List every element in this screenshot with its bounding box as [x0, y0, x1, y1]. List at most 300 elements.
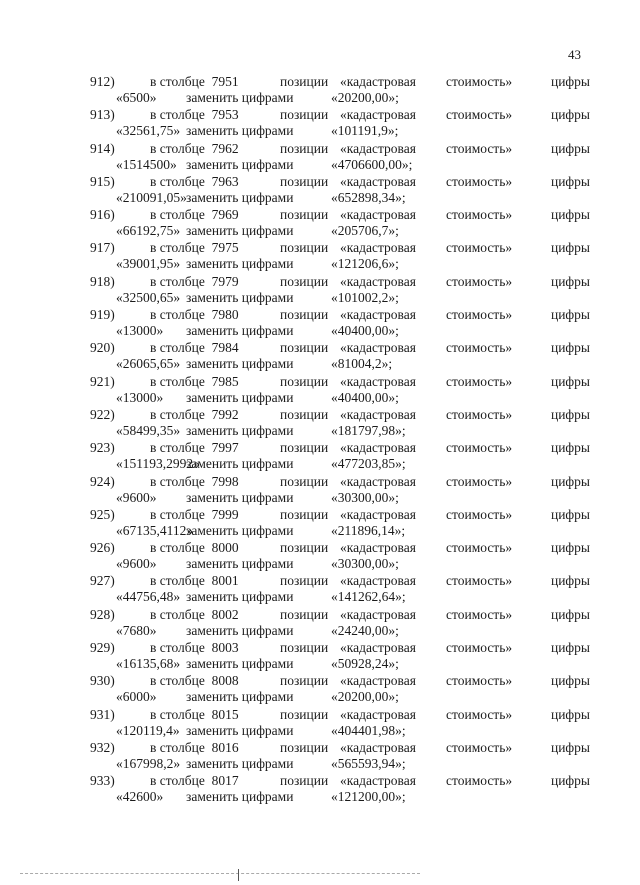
column-id: 7953	[211, 107, 239, 123]
column-id: 7969	[211, 207, 239, 223]
entry-line-1	[90, 640, 590, 656]
entry-line-1	[90, 374, 590, 390]
replace-phrase: заменить цифрами	[186, 156, 294, 172]
entry-line-2	[90, 256, 590, 272]
old-value: «9600»	[116, 556, 157, 572]
replace-phrase: заменить цифрами	[186, 389, 294, 405]
entry-line-1	[90, 274, 590, 290]
amendment-entry	[90, 174, 590, 207]
column-word: в столбце	[150, 606, 205, 622]
cost-word: стоимость»	[446, 706, 513, 722]
column-word: в столбце	[150, 207, 205, 223]
cost-word: стоимость»	[446, 473, 513, 489]
amendment-entry	[90, 307, 590, 340]
new-value: «101191,9»;	[331, 123, 399, 139]
cost-word: стоимость»	[446, 240, 513, 256]
replace-phrase: заменить цифрами	[186, 589, 294, 605]
digits-word: цифры	[550, 506, 590, 522]
attribute-word: «кадастровая	[340, 74, 416, 89]
column-id: 7951	[211, 74, 239, 89]
attribute-word: «кадастровая	[340, 739, 416, 755]
position-word: позиции	[280, 706, 329, 722]
position-word: позиции	[280, 107, 329, 123]
column-reference	[150, 707, 239, 723]
amendment-entry	[90, 607, 590, 640]
amendment-entry	[90, 673, 590, 706]
digits-word: цифры	[550, 739, 590, 755]
position-word: позиции	[280, 506, 329, 522]
replace-phrase: заменить цифрами	[186, 256, 294, 272]
column-word: в столбце	[150, 473, 205, 489]
entry-line-2	[90, 290, 590, 306]
entry-line-1	[90, 707, 590, 723]
replace-phrase: заменить цифрами	[186, 356, 294, 372]
entry-line-2	[90, 490, 590, 506]
amendment-entry	[90, 573, 590, 606]
amendment-entry	[90, 507, 590, 540]
attribute-word: «кадастровая	[340, 207, 416, 223]
column-reference	[150, 174, 239, 190]
entry-number: 912)	[90, 74, 115, 89]
digits-word: цифры	[550, 640, 590, 656]
entry-line-2	[90, 90, 590, 106]
entry-line-2	[90, 423, 590, 439]
new-value: «211896,14»;	[331, 522, 406, 538]
new-value: «141262,64»;	[331, 589, 406, 605]
column-id: 7985	[211, 373, 239, 389]
old-value: «9600»	[116, 489, 157, 505]
new-value: «477203,85»;	[331, 456, 406, 472]
digits-word: цифры	[550, 540, 590, 556]
position-word: позиции	[280, 540, 329, 556]
column-reference	[150, 407, 239, 423]
column-reference	[150, 274, 239, 290]
column-reference	[150, 673, 239, 689]
column-id: 7963	[211, 173, 239, 189]
column-id: 8001	[211, 573, 239, 589]
column-reference	[150, 474, 239, 490]
column-word: в столбце	[150, 773, 205, 789]
digits-word: цифры	[550, 140, 590, 156]
entry-line-1	[90, 474, 590, 490]
column-reference	[150, 440, 239, 456]
old-value: «6000»	[116, 689, 157, 705]
new-value: «40400,00»;	[331, 389, 399, 405]
attribute-word: «кадастровая	[340, 506, 416, 522]
cost-word: стоимость»	[446, 140, 513, 156]
column-reference	[150, 573, 239, 589]
column-id: 8017	[211, 773, 239, 789]
attribute-word: «кадастровая	[340, 140, 416, 156]
digits-word: цифры	[550, 673, 590, 689]
cost-word: стоимость»	[446, 373, 513, 389]
attribute-word: «кадастровая	[340, 373, 416, 389]
entry-line-2	[90, 123, 590, 139]
old-value: «151193,2992»	[116, 456, 200, 472]
entry-line-1	[90, 440, 590, 456]
old-value: «26065,65»	[116, 356, 181, 372]
position-word: позиции	[280, 373, 329, 389]
old-value: «167998,2»	[116, 755, 181, 771]
old-value: «32561,75»	[116, 123, 181, 139]
old-value: «120119,4»	[116, 722, 180, 738]
entry-line-2	[90, 756, 590, 772]
entry-line-2	[90, 656, 590, 672]
cost-word: стоимость»	[446, 540, 513, 556]
cost-word: стоимость»	[446, 506, 513, 522]
position-word: позиции	[280, 273, 329, 289]
entry-line-2	[90, 456, 590, 472]
entry-line-1	[90, 74, 590, 90]
amendment-entry	[90, 740, 590, 773]
digits-word: цифры	[550, 406, 590, 422]
attribute-word: «кадастровая	[340, 273, 416, 289]
attribute-word: «кадастровая	[340, 573, 416, 589]
digits-word: цифры	[550, 573, 590, 589]
digits-word: цифры	[550, 340, 590, 356]
amendment-entry	[90, 407, 590, 440]
new-value: «205706,7»;	[331, 223, 399, 239]
digits-word: цифры	[550, 273, 590, 289]
column-reference	[150, 141, 239, 157]
column-reference	[150, 540, 239, 556]
new-value: «652898,34»;	[331, 189, 406, 205]
cost-word: стоимость»	[446, 739, 513, 755]
column-word: в столбце	[150, 540, 205, 556]
entry-line-2	[90, 523, 590, 539]
entry-line-1	[90, 540, 590, 556]
position-word: позиции	[280, 240, 329, 256]
digits-word: цифры	[550, 706, 590, 722]
entry-line-2	[90, 190, 590, 206]
entry-number: 921)	[90, 373, 115, 389]
replace-phrase: заменить цифрами	[186, 522, 294, 538]
column-id: 8000	[211, 540, 239, 556]
digits-word: цифры	[550, 107, 590, 123]
old-value: «66192,75»	[116, 223, 181, 239]
position-word: позиции	[280, 74, 329, 89]
column-word: в столбце	[150, 340, 205, 356]
new-value: «101002,2»;	[331, 289, 399, 305]
attribute-word: «кадастровая	[340, 240, 416, 256]
column-word: в столбце	[150, 506, 205, 522]
position-word: позиции	[280, 573, 329, 589]
page-number: 43	[568, 47, 581, 62]
cost-word: стоимость»	[446, 673, 513, 689]
old-value: «7680»	[116, 622, 157, 638]
column-word: в столбце	[150, 706, 205, 722]
column-word: в столбце	[150, 673, 205, 689]
position-word: позиции	[280, 307, 329, 323]
column-word: в столбце	[150, 307, 205, 323]
column-word: в столбце	[150, 739, 205, 755]
old-value: «44756,48»	[116, 589, 181, 605]
column-word: в столбце	[150, 640, 205, 656]
column-word: в столбце	[150, 273, 205, 289]
replace-phrase: заменить цифрами	[186, 689, 294, 705]
entry-line-1	[90, 107, 590, 123]
position-word: позиции	[280, 673, 329, 689]
cost-word: стоимость»	[446, 606, 513, 622]
entry-line-1	[90, 407, 590, 423]
entry-line-1	[90, 207, 590, 223]
new-value: «20200,00»;	[331, 90, 399, 105]
entry-line-2	[90, 589, 590, 605]
amendment-entry	[90, 707, 590, 740]
column-word: в столбце	[150, 406, 205, 422]
amendment-entry	[90, 240, 590, 273]
cost-word: стоимость»	[446, 340, 513, 356]
column-id: 7984	[211, 340, 239, 356]
footer-divider	[20, 873, 420, 874]
column-reference	[150, 773, 239, 789]
entry-number: 929)	[90, 640, 115, 656]
column-id: 7962	[211, 140, 239, 156]
position-word: позиции	[280, 640, 329, 656]
entry-line-1	[90, 607, 590, 623]
digits-word: цифры	[550, 373, 590, 389]
column-id: 7997	[211, 440, 239, 456]
entry-number: 919)	[90, 307, 115, 323]
digits-word: цифры	[550, 606, 590, 622]
new-value: «404401,98»;	[331, 722, 406, 738]
entry-line-2	[90, 723, 590, 739]
new-value: «30300,00»;	[331, 489, 399, 505]
digits-word: цифры	[550, 173, 590, 189]
column-word: в столбце	[150, 74, 205, 89]
attribute-word: «кадастровая	[340, 773, 416, 789]
entry-line-1	[90, 773, 590, 789]
replace-phrase: заменить цифрами	[186, 789, 294, 805]
column-word: в столбце	[150, 373, 205, 389]
entry-number: 931)	[90, 706, 115, 722]
amendment-entry	[90, 141, 590, 174]
column-id: 8015	[211, 706, 239, 722]
column-id: 7979	[211, 273, 239, 289]
digits-word: цифры	[550, 307, 590, 323]
old-value: «6500»	[116, 90, 157, 105]
replace-phrase: заменить цифрами	[186, 289, 294, 305]
new-value: «20200,00»;	[331, 689, 399, 705]
column-word: в столбце	[150, 573, 205, 589]
column-reference	[150, 107, 239, 123]
cost-word: стоимость»	[446, 640, 513, 656]
entry-number: 922)	[90, 406, 115, 422]
attribute-word: «кадастровая	[340, 706, 416, 722]
entry-line-2	[90, 390, 590, 406]
entry-number: 923)	[90, 440, 115, 456]
column-id: 8016	[211, 739, 239, 755]
attribute-word: «кадастровая	[340, 340, 416, 356]
entry-number: 932)	[90, 739, 115, 755]
replace-phrase: заменить цифрами	[186, 422, 294, 438]
column-reference	[150, 607, 239, 623]
position-word: позиции	[280, 473, 329, 489]
column-word: в столбце	[150, 240, 205, 256]
attribute-word: «кадастровая	[340, 640, 416, 656]
new-value: «4706600,00»;	[331, 156, 413, 172]
attribute-word: «кадастровая	[340, 606, 416, 622]
old-value: «39001,95»	[116, 256, 181, 272]
entry-line-1	[90, 307, 590, 323]
position-word: позиции	[280, 440, 329, 456]
entry-line-2	[90, 623, 590, 639]
column-id: 7980	[211, 307, 239, 323]
entry-number: 913)	[90, 107, 115, 123]
cost-word: стоимость»	[446, 773, 513, 789]
attribute-word: «кадастровая	[340, 406, 416, 422]
digits-word: цифры	[550, 773, 590, 789]
replace-phrase: заменить цифрами	[186, 489, 294, 505]
entry-number: 926)	[90, 540, 115, 556]
attribute-word: «кадастровая	[340, 307, 416, 323]
position-word: позиции	[280, 340, 329, 356]
column-reference	[150, 740, 239, 756]
entry-line-1	[90, 507, 590, 523]
column-reference	[150, 307, 239, 323]
column-word: в столбце	[150, 173, 205, 189]
entry-line-1	[90, 141, 590, 157]
old-value: «67135,4112»	[116, 522, 194, 538]
entry-line-1	[90, 573, 590, 589]
digits-word: цифры	[550, 473, 590, 489]
old-value: «16135,68»	[116, 656, 181, 672]
replace-phrase: заменить цифрами	[186, 123, 294, 139]
entry-line-1	[90, 240, 590, 256]
column-reference	[150, 74, 239, 90]
cost-word: стоимость»	[446, 573, 513, 589]
column-id: 8003	[211, 640, 239, 656]
entry-number: 924)	[90, 473, 115, 489]
entry-line-2	[90, 789, 590, 805]
column-id: 7999	[211, 506, 239, 522]
attribute-word: «кадастровая	[340, 107, 416, 123]
old-value: «13000»	[116, 323, 164, 339]
cost-word: стоимость»	[446, 173, 513, 189]
footer-tick-mark	[238, 869, 239, 881]
replace-phrase: заменить цифрами	[186, 656, 294, 672]
position-word: позиции	[280, 207, 329, 223]
column-word: в столбце	[150, 440, 205, 456]
position-word: позиции	[280, 773, 329, 789]
amendment-entry	[90, 207, 590, 240]
replace-phrase: заменить цифрами	[186, 755, 294, 771]
amendment-entry	[90, 540, 590, 573]
digits-word: цифры	[550, 74, 590, 89]
attribute-word: «кадастровая	[340, 673, 416, 689]
new-value: «181797,98»;	[331, 422, 406, 438]
column-id: 7975	[211, 240, 239, 256]
entry-number: 918)	[90, 273, 115, 289]
column-id: 8008	[211, 673, 239, 689]
column-reference	[150, 240, 239, 256]
column-reference	[150, 507, 239, 523]
entry-number: 928)	[90, 606, 115, 622]
attribute-word: «кадастровая	[340, 540, 416, 556]
amendment-entry	[90, 340, 590, 373]
cost-word: стоимость»	[446, 406, 513, 422]
cost-word: стоимость»	[446, 207, 513, 223]
digits-word: цифры	[550, 240, 590, 256]
attribute-word: «кадастровая	[340, 440, 416, 456]
entry-line-1	[90, 340, 590, 356]
entry-line-1	[90, 673, 590, 689]
new-value: «50928,24»;	[331, 656, 399, 672]
amendment-entry	[90, 440, 590, 473]
amendment-entry	[90, 74, 590, 107]
new-value: «565593,94»;	[331, 755, 406, 771]
new-value: «81004,2»;	[331, 356, 393, 372]
column-word: в столбце	[150, 140, 205, 156]
entry-line-1	[90, 174, 590, 190]
position-word: позиции	[280, 739, 329, 755]
amendment-entry	[90, 107, 590, 140]
new-value: «121200,00»;	[331, 789, 406, 805]
entry-number: 925)	[90, 506, 115, 522]
replace-phrase: заменить цифрами	[186, 189, 294, 205]
replace-phrase: заменить цифрами	[186, 556, 294, 572]
column-id: 8002	[211, 606, 239, 622]
entry-number: 916)	[90, 207, 115, 223]
replace-phrase: заменить цифрами	[186, 323, 294, 339]
replace-phrase: заменить цифрами	[186, 622, 294, 638]
new-value: «24240,00»;	[331, 622, 399, 638]
column-word: в столбце	[150, 107, 205, 123]
entry-number: 914)	[90, 140, 115, 156]
entry-line-1	[90, 740, 590, 756]
attribute-word: «кадастровая	[340, 173, 416, 189]
cost-word: стоимость»	[446, 307, 513, 323]
amendment-entry	[90, 773, 590, 806]
position-word: позиции	[280, 406, 329, 422]
entry-line-2	[90, 323, 590, 339]
digits-word: цифры	[550, 207, 590, 223]
position-word: позиции	[280, 606, 329, 622]
old-value: «1514500»	[116, 156, 177, 172]
amendment-entry	[90, 640, 590, 673]
amendment-list	[90, 74, 590, 807]
cost-word: стоимость»	[446, 440, 513, 456]
old-value: «42600»	[116, 789, 164, 805]
new-value: «40400,00»;	[331, 323, 399, 339]
attribute-word: «кадастровая	[340, 473, 416, 489]
digits-word: цифры	[550, 440, 590, 456]
cost-word: стоимость»	[446, 74, 513, 89]
amendment-entry	[90, 374, 590, 407]
cost-word: стоимость»	[446, 107, 513, 123]
position-word: позиции	[280, 140, 329, 156]
entry-number: 917)	[90, 240, 115, 256]
replace-phrase: заменить цифрами	[186, 90, 294, 105]
entry-number: 930)	[90, 673, 115, 689]
entry-number: 927)	[90, 573, 115, 589]
amendment-entry	[90, 474, 590, 507]
replace-phrase: заменить цифрами	[186, 223, 294, 239]
new-value: «30300,00»;	[331, 556, 399, 572]
column-reference	[150, 640, 239, 656]
entry-number: 915)	[90, 173, 115, 189]
entry-number: 920)	[90, 340, 115, 356]
entry-line-2	[90, 157, 590, 173]
entry-line-2	[90, 223, 590, 239]
old-value: «13000»	[116, 389, 164, 405]
entry-line-2	[90, 356, 590, 372]
old-value: «210091,05»	[116, 189, 187, 205]
cost-word: стоимость»	[446, 273, 513, 289]
column-reference	[150, 340, 239, 356]
column-id: 7992	[211, 406, 239, 422]
amendment-entry	[90, 274, 590, 307]
